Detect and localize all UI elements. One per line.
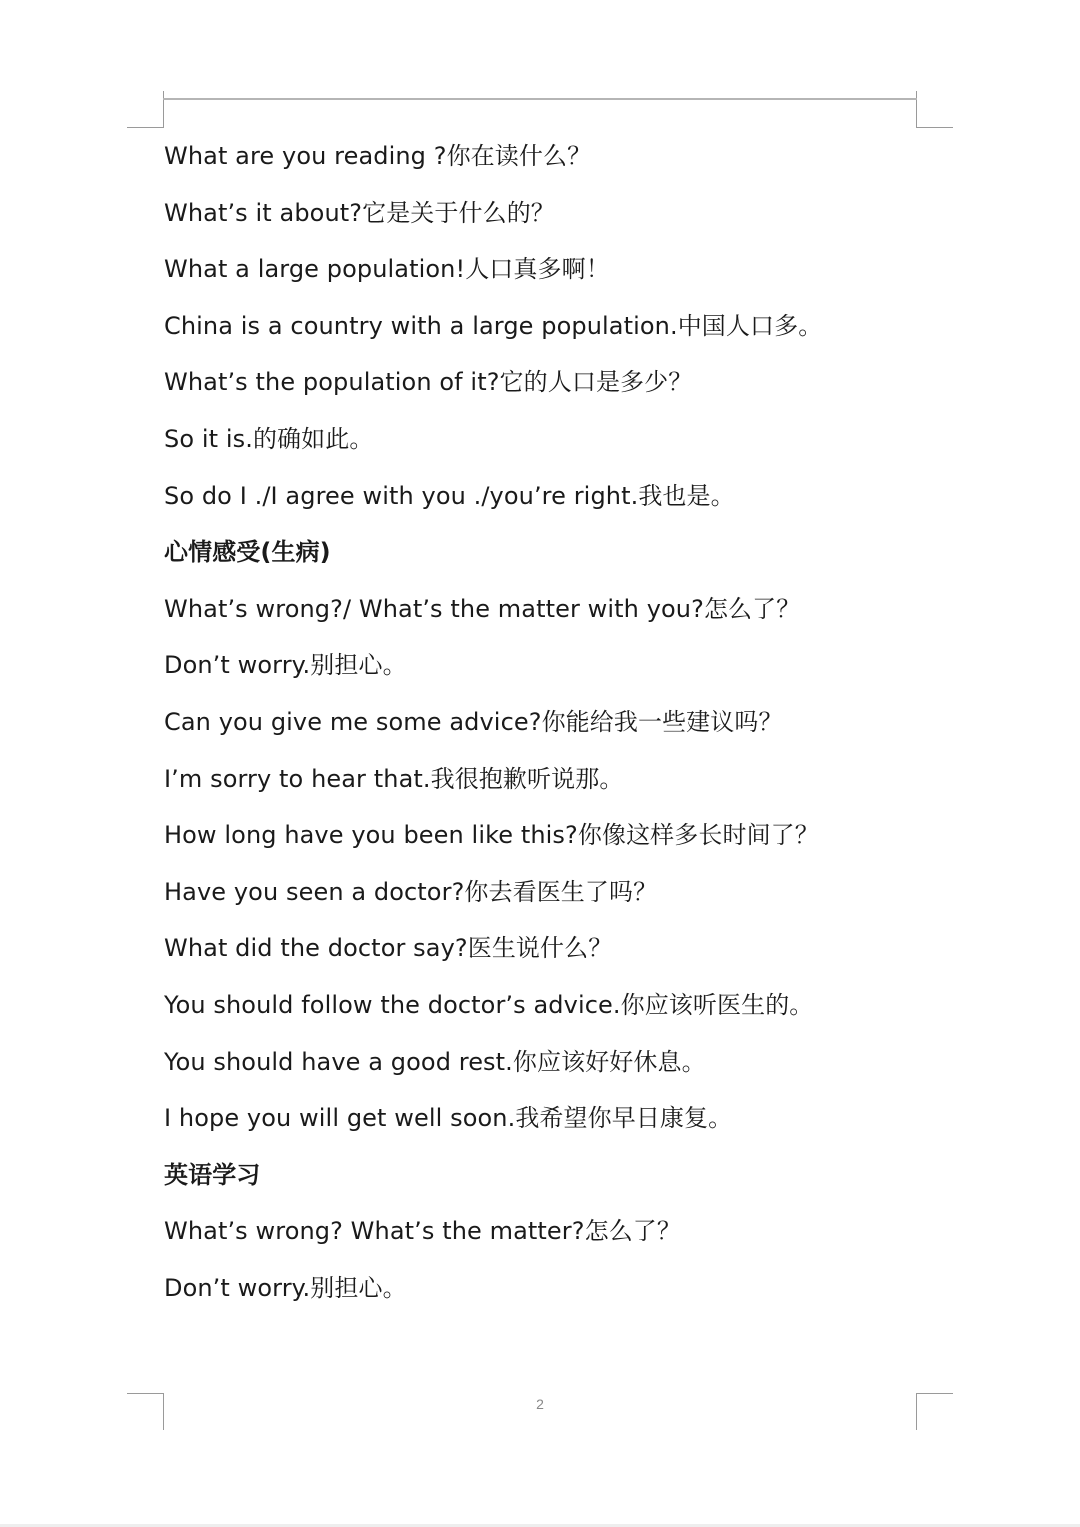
crop-mark-top-left-vertical [163,91,164,128]
text-line: You should have a good rest.你应该好好休息。 [164,1047,706,1076]
text-line: I hope you will get well soon.我希望你早日康复。 [164,1104,733,1133]
text-line: So it is.的确如此。 [164,424,374,453]
text-line: What did the doctor say?医生说什么？ [164,934,613,963]
text-line: Don’t worry.别担心。 [164,1273,407,1302]
text-line: What a large population!人口真多啊！ [164,255,610,284]
crop-mark-bottom-right-horizontal [916,1393,953,1394]
text-line: How long have you been like this?你像这样多长时间了？ [164,821,819,850]
document-body [164,128,924,1316]
text-line: What’s the population of it?它的人口是多少？ [164,368,693,397]
text-line: China is a country with a large population.中国人口多。 [164,311,823,340]
text-line: You should follow the doctor’s advice.你应该听医生的。 [164,990,814,1019]
section-heading: 英语学习 [164,1160,261,1189]
text-line: What are you reading ?你在读什么？ [164,142,592,170]
crop-mark-top-right-vertical [916,91,917,128]
text-line: What’s it about?它是关于什么的？ [164,198,555,227]
text-line: So do I ./I agree with you ./you’re right.我也是。 [164,481,735,510]
text-line: Don’t worry.别担心。 [164,651,407,680]
crop-mark-bottom-left-horizontal [127,1393,164,1394]
crop-mark-top-left-horizontal [127,127,164,128]
text-line: I’m sorry to hear that.我很抱歉听说那。 [164,764,624,793]
section-heading: 心情感受(生病) [164,538,331,567]
text-line: Have you seen a doctor?你去看医生了吗？ [164,877,658,906]
text-line: What’s wrong?/ What’s the matter with you?怎么了？ [164,594,801,623]
header-rule [163,98,917,100]
text-line: Can you give me some advice?你能给我一些建议吗？ [164,707,783,736]
page-number: 2 [536,1396,544,1412]
text-line: What’s wrong? What’s the matter?怎么了？ [164,1217,681,1246]
